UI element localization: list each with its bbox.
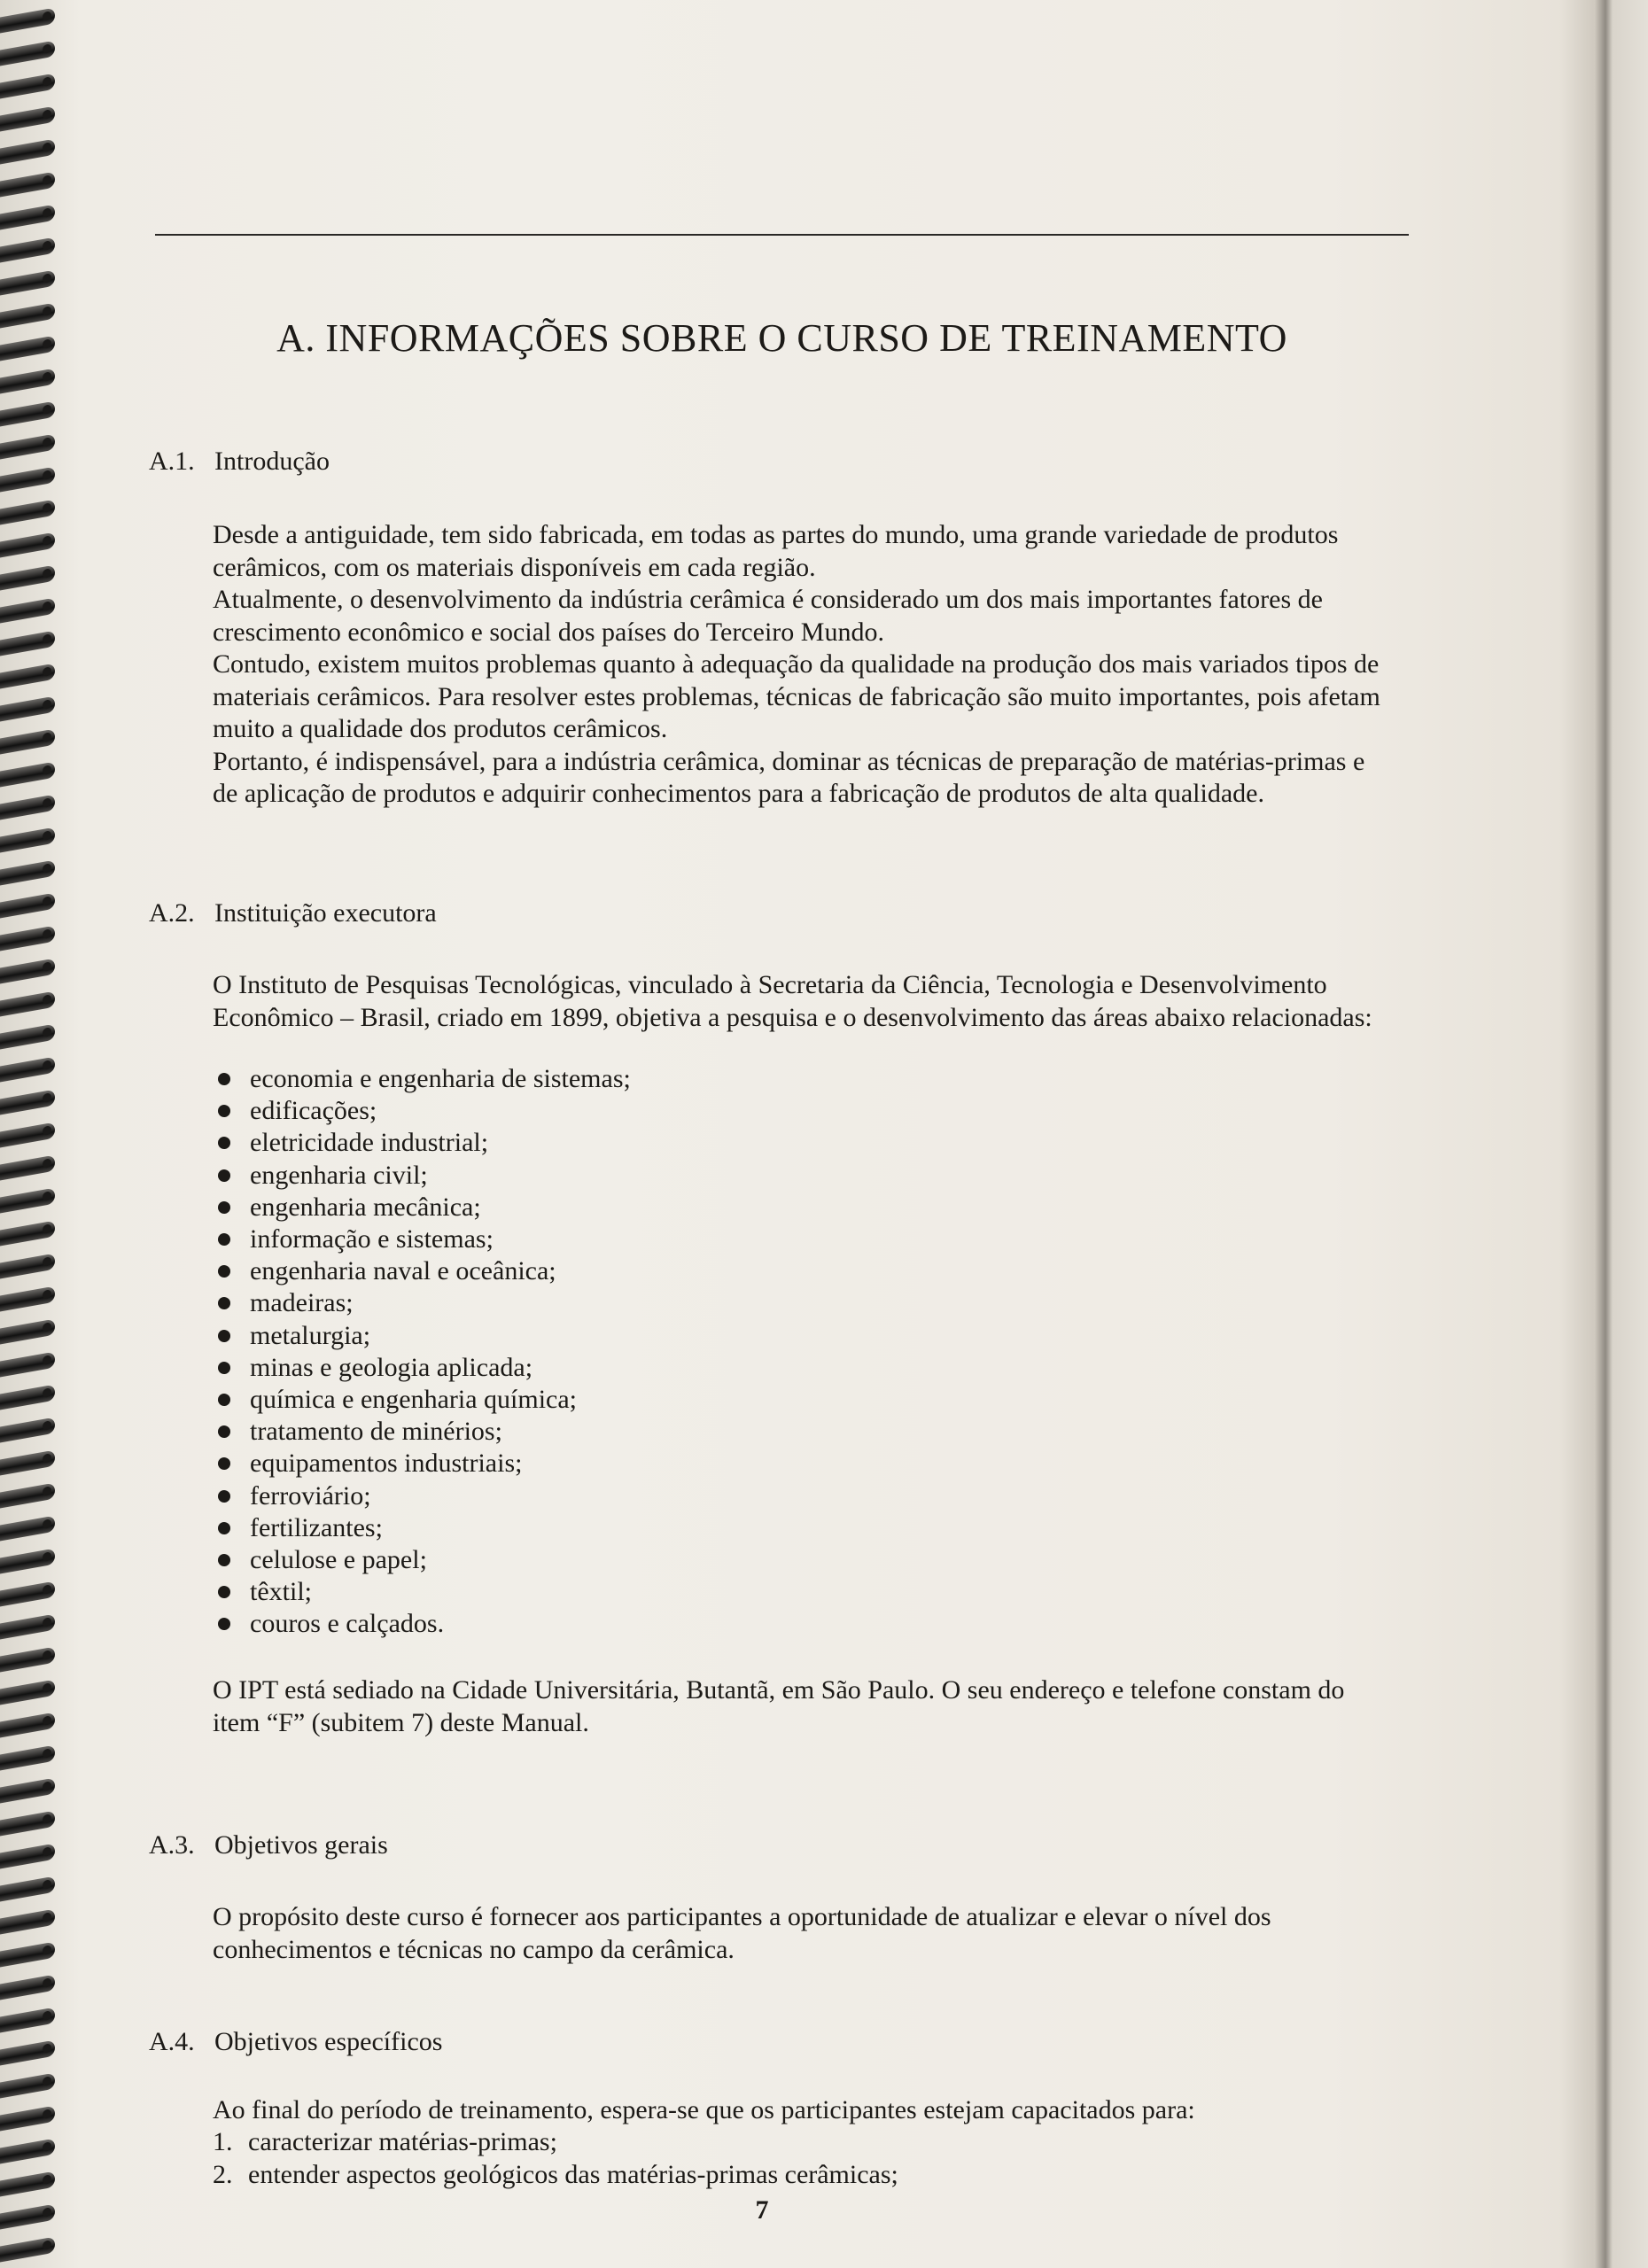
list-item-text: edificações; [250, 1096, 377, 1126]
header-rule [155, 234, 1409, 236]
binding-coil [0, 565, 55, 591]
bullet-icon [218, 1137, 230, 1149]
section-a4-heading [149, 2025, 442, 2059]
list-item [213, 1384, 1099, 1416]
bullet-icon [218, 1586, 230, 1598]
binding-coil [0, 1811, 55, 1837]
binding-coil [0, 1942, 55, 1968]
paragraph: O Instituto de Pesquisas Tecnológicas, vinculado à Secretaria da Ciência, Tecnologia e Desenvolvimento Econômico – Brasil, criado em 1899, objetiva a pesquisa e o desenvolvimento das áreas abaixo relacionadas: [213, 970, 1372, 1032]
binding-coil [0, 2139, 55, 2164]
binding-coil [0, 1844, 55, 1869]
section-title: Objetivos específicos [214, 2027, 443, 2056]
binding-coil [0, 237, 55, 263]
list-item [213, 1127, 1099, 1159]
list-item [213, 1095, 1099, 1127]
spiral-binding [0, 0, 62, 2268]
binding-coil [0, 1713, 55, 1738]
bullet-icon [218, 1490, 230, 1503]
binding-coil [0, 303, 55, 329]
binding-coil [0, 139, 55, 165]
list-item [213, 1512, 1099, 1544]
list-item-text: engenharia mecânica; [250, 1192, 481, 1222]
section-number: A.1. [149, 447, 195, 476]
section-a3-body [213, 1901, 1382, 1966]
list-item-text: química e engenharia química; [250, 1385, 578, 1415]
section-number: A.2. [149, 898, 195, 928]
list-item-text: informação e sistemas; [250, 1224, 494, 1254]
bullet-icon [218, 1457, 230, 1470]
binding-coil [0, 926, 55, 951]
bullet-icon [218, 1425, 230, 1438]
bullet-icon [218, 1233, 230, 1246]
paragraph: Portanto, é indispensável, para a indústria cerâmica, dominar as técnicas de preparação de matérias-primas e de aplicação de produtos e adquirir conhecimentos para a fabricação de produtos de alta qualidade. [213, 746, 1365, 808]
binding-coil [0, 532, 55, 558]
list-item-text: madeiras; [250, 1288, 354, 1318]
list-item [213, 2159, 1364, 2192]
binding-coil [0, 893, 55, 919]
binding-coil [0, 664, 55, 689]
list-item-number: 2. [213, 2159, 233, 2189]
binding-coil [0, 434, 55, 460]
section-title: Objetivos gerais [214, 1830, 388, 1860]
binding-coil [0, 1024, 55, 1050]
section-number: A.4. [149, 2027, 195, 2056]
section-a2-closing [213, 1674, 1382, 1739]
binding-coil [0, 467, 55, 493]
binding-coil [0, 1745, 55, 1771]
binding-coil [0, 41, 55, 66]
bullet-icon [218, 1394, 230, 1406]
list-item-text: eletricidade industrial; [250, 1128, 489, 1158]
binding-coil [0, 500, 55, 525]
binding-coil [0, 1319, 55, 1345]
list-item-text: metalurgia; [250, 1320, 371, 1350]
paragraph: Atualmente, o desenvolvimento da indústria cerâmica é considerado um dos mais importantes fatores de crescimento econômico e social dos países do Terceiro Mundo. [213, 585, 1323, 647]
paragraph: Contudo, existem muitos problemas quanto à adequação da qualidade na produção dos mais variados tipos de materiais cerâmicos. Para resolver estes problemas, técnicas de fabricação são muito importantes, pois afetam muito a qualidade dos produtos cerâmicos. [213, 649, 1380, 743]
list-item [213, 1287, 1099, 1319]
binding-coil [0, 631, 55, 656]
binding-coil [0, 1090, 55, 1115]
binding-coil [0, 1581, 55, 1607]
bullet-icon [218, 1073, 230, 1085]
binding-coil [0, 1876, 55, 1902]
list-item-text: caracterizar matérias-primas; [248, 2127, 557, 2156]
binding-coil [0, 270, 55, 296]
list-item-text: fertilizantes; [250, 1512, 383, 1542]
list-item [213, 1608, 1099, 1640]
binding-coil [0, 598, 55, 624]
bullet-icon [218, 1522, 230, 1534]
binding-coil [0, 1254, 55, 1279]
paragraph: Desde a antiguidade, tem sido fabricada, em todas as partes do mundo, uma grande variedade de produtos cerâmicos, com os materiais disponíveis em cada região. [213, 520, 1339, 582]
list-item-number: 1. [213, 2127, 233, 2156]
binding-coil [0, 795, 55, 820]
binding-coil [0, 172, 55, 198]
binding-coil [0, 1057, 55, 1083]
page-title: A. INFORMAÇÕES SOBRE O CURSO DE TREINAMENTO [276, 316, 1287, 360]
list-item [213, 1160, 1099, 1192]
list-item [213, 1320, 1099, 1352]
binding-coil [0, 762, 55, 788]
binding-coil [0, 1352, 55, 1378]
binding-coil [0, 8, 55, 34]
paragraph: Ao final do período de treinamento, espera-se que os participantes estejam capacitados para: [213, 2095, 1195, 2124]
binding-coil [0, 1549, 55, 1574]
list-item-text: ferroviário; [250, 1480, 371, 1511]
list-item [213, 2126, 1364, 2159]
binding-coil [0, 827, 55, 853]
binding-coil [0, 2008, 55, 2033]
list-item [213, 1352, 1099, 1384]
list-item-text: celulose e papel; [250, 1545, 427, 1575]
binding-coil [0, 106, 55, 132]
bullet-icon [218, 1618, 230, 1630]
section-a3-heading [149, 1829, 388, 1862]
list-item-text: tratamento de minérios; [250, 1417, 502, 1447]
binding-coil [0, 2171, 55, 2197]
section-title: Instituição executora [214, 898, 437, 928]
list-item [213, 1063, 1099, 1095]
bullet-icon [218, 1201, 230, 1214]
binding-coil [0, 401, 55, 427]
binding-coil [0, 1975, 55, 2000]
binding-coil [0, 1188, 55, 1214]
binding-coil [0, 696, 55, 722]
page-number: 7 [755, 2195, 769, 2225]
bullet-icon [218, 1362, 230, 1374]
binding-coil [0, 1286, 55, 1312]
section-a1-heading [149, 445, 330, 478]
binding-coil [0, 1614, 55, 1640]
research-areas-list [213, 1063, 1099, 1641]
bullet-icon [218, 1105, 230, 1117]
binding-coil [0, 1122, 55, 1148]
section-a4-intro [213, 2094, 1382, 2127]
binding-coil [0, 1155, 55, 1181]
binding-coil [0, 336, 55, 361]
specific-objectives-list [213, 2126, 1364, 2191]
binding-coil [0, 2237, 55, 2263]
binding-coil [0, 74, 55, 99]
binding-coil [0, 991, 55, 1017]
binding-coil [0, 1680, 55, 1705]
section-a2-heading [149, 897, 437, 930]
binding-coil [0, 1418, 55, 1443]
binding-coil [0, 729, 55, 755]
list-item-text: engenharia naval e oceânica; [250, 1256, 556, 1286]
binding-coil [0, 2106, 55, 2132]
binding-coil [0, 1516, 55, 1542]
bullet-icon [218, 1330, 230, 1342]
list-item [213, 1576, 1099, 1608]
list-item-text: economia e engenharia de sistemas; [250, 1064, 631, 1093]
binding-coil [0, 1483, 55, 1509]
bullet-icon [218, 1554, 230, 1566]
list-item-text: têxtil; [250, 1577, 312, 1607]
binding-coil [0, 1647, 55, 1673]
binding-coil [0, 2040, 55, 2066]
list-item-text: couros e calçados. [250, 1609, 445, 1639]
binding-coil [0, 2073, 55, 2099]
list-item-text: minas e geologia aplicada; [250, 1352, 533, 1382]
binding-coil [0, 860, 55, 886]
bullet-icon [218, 1297, 230, 1309]
binding-coil [0, 1778, 55, 1804]
paragraph: O propósito deste curso é fornecer aos participantes a oportunidade de atualizar e elevar o nível dos conhecimentos e técnicas no campo da cerâmica. [213, 1902, 1271, 1964]
section-a2-intro [213, 969, 1382, 1034]
list-item-text: equipamentos industriais; [250, 1449, 523, 1479]
bullet-icon [218, 1265, 230, 1278]
paragraph: O IPT está sediado na Cidade Universitária, Butantã, em São Paulo. O seu endereço e telefone constam do item “F” (subitem 7) deste Manual. [213, 1675, 1345, 1737]
list-item [213, 1448, 1099, 1480]
section-a1-body [213, 519, 1382, 811]
bullet-icon [218, 1169, 230, 1182]
section-number: A.3. [149, 1830, 195, 1860]
list-item [213, 1480, 1099, 1512]
binding-coil [0, 205, 55, 230]
list-item-text: engenharia civil; [250, 1160, 428, 1190]
binding-coil [0, 1385, 55, 1410]
binding-coil [0, 369, 55, 394]
list-item [213, 1255, 1099, 1287]
binding-coil [0, 1450, 55, 1476]
list-item [213, 1544, 1099, 1576]
section-title: Introdução [214, 447, 330, 476]
list-item-text: entender aspectos geológicos das matérias-primas cerâmicas; [248, 2159, 898, 2189]
binding-coil [0, 959, 55, 984]
binding-coil [0, 1221, 55, 1247]
list-item [213, 1223, 1099, 1255]
list-item [213, 1416, 1099, 1448]
binding-coil [0, 1909, 55, 1935]
list-item [213, 1192, 1099, 1223]
